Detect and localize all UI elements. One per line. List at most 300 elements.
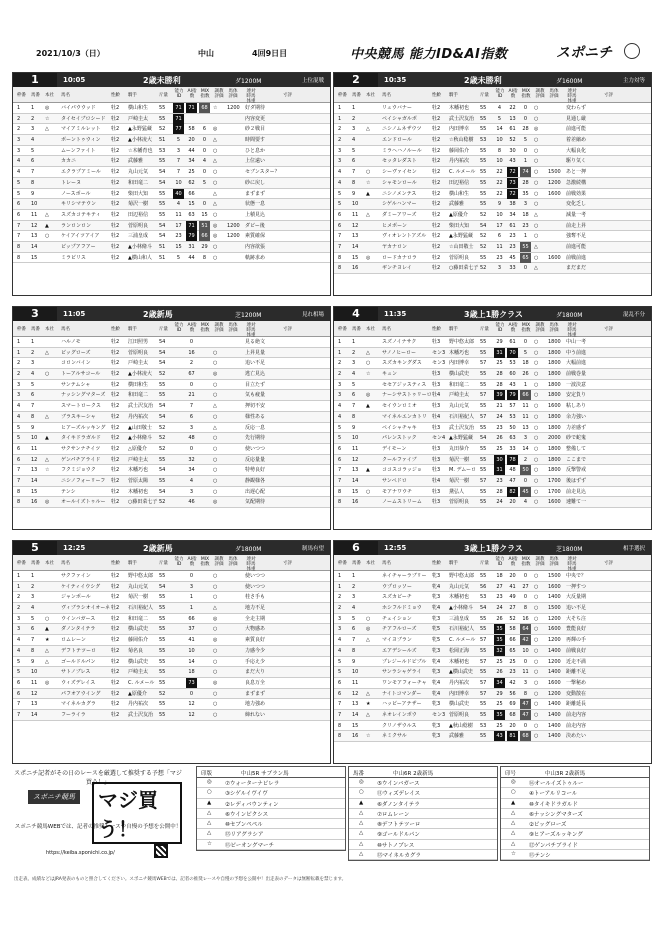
entry-cell: 66 — [188, 190, 195, 197]
entry-row[interactable] — [334, 103, 651, 114]
entry-row[interactable] — [13, 124, 330, 135]
entry-row[interactable] — [13, 657, 330, 668]
entry-cell: オールイズトゥルー — [61, 499, 106, 506]
entry-row[interactable] — [13, 221, 330, 232]
entry-cell: 12 — [352, 222, 359, 229]
entry-cell: 11 — [352, 445, 359, 452]
entry-cell: 3 — [338, 392, 342, 399]
entry-row[interactable] — [334, 444, 651, 455]
entry-cell: ▲横山武史 — [449, 669, 473, 676]
entry-row[interactable] — [334, 412, 651, 423]
marks-table — [348, 766, 498, 861]
entry-cell: 73 — [186, 678, 197, 688]
entry-cell: 3 — [17, 392, 21, 399]
entry-cell: カカニ — [61, 158, 77, 165]
entry-row[interactable] — [13, 487, 330, 498]
entry-cell: ▲ — [366, 467, 370, 474]
entry-row[interactable] — [13, 210, 330, 221]
entry-row[interactable] — [13, 455, 330, 466]
entry-cell: 菊名良 — [128, 647, 144, 654]
entry-cell: サンテムシャ — [61, 381, 91, 388]
entry-row[interactable] — [334, 146, 651, 157]
entry-cell: 1800 — [548, 339, 561, 345]
entry-cell: 牡2 — [111, 360, 120, 367]
entry-cell: 3 — [17, 626, 21, 633]
entry-cell: 72 — [507, 189, 518, 199]
entry-cell: 8 — [31, 179, 35, 186]
entry-row[interactable] — [13, 167, 330, 178]
entry-row[interactable] — [13, 348, 330, 359]
entry-row[interactable] — [334, 380, 651, 391]
race-panel — [333, 72, 652, 296]
entry-row[interactable] — [334, 199, 651, 210]
entry-cell: △ — [213, 605, 217, 612]
entry-cell: 31 — [188, 243, 195, 250]
entry-cell: 5 — [31, 147, 35, 154]
entry-row[interactable] — [334, 423, 651, 434]
entry-cell: 68 — [509, 711, 516, 718]
entry-row[interactable] — [13, 337, 330, 348]
entry-cell: 減量一考 — [566, 211, 587, 218]
entry-cell: 23 — [509, 243, 516, 250]
entry-cell: ○ — [534, 658, 539, 665]
entry-cell: M. デムーロ — [449, 467, 476, 474]
entry-cell: ○ — [534, 594, 539, 601]
entry-row[interactable] — [13, 380, 330, 391]
race-distance: ダ1800M — [556, 312, 583, 319]
entry-cell: スマートロークス — [61, 403, 101, 410]
entry-row[interactable] — [334, 231, 651, 242]
entry-cell: 2 — [338, 594, 342, 601]
entry-row[interactable] — [13, 624, 330, 635]
entry-cell: 力感今少 — [245, 647, 266, 654]
entry-row[interactable] — [13, 135, 330, 146]
entry-row[interactable] — [334, 337, 651, 348]
entry-row[interactable] — [13, 242, 330, 253]
entry-cell: 55 — [159, 381, 166, 388]
entry-cell: 牝5 — [432, 637, 441, 644]
entry-row[interactable] — [334, 614, 651, 625]
entry-cell: 7 — [31, 403, 35, 410]
entry-cell: ○ — [534, 360, 539, 367]
entry-cell: 木幡巧也 — [128, 467, 149, 474]
entry-cell: 4 — [17, 413, 21, 420]
entry-cell: ★ — [366, 701, 371, 708]
entry-cell: 1400 — [548, 701, 561, 708]
entry-cell: △ — [213, 403, 217, 410]
entry-cell: 4 — [17, 158, 21, 165]
entry-row[interactable] — [334, 210, 651, 221]
entry-row[interactable] — [334, 433, 651, 444]
entry-cell: 14 — [352, 711, 359, 718]
column-header: 馬体評価 — [549, 323, 559, 333]
entry-cell: 15 — [31, 488, 38, 495]
entry-row[interactable] — [13, 678, 330, 689]
entry-cell: 武藤雅 — [128, 158, 144, 165]
entry-row[interactable] — [13, 156, 330, 167]
entry-cell: 1600 — [548, 583, 561, 590]
entry-cell: 57 — [480, 477, 487, 484]
entry-cell: ▲秋山稔樹 — [449, 722, 473, 729]
entry-cell: ◎ — [213, 222, 218, 229]
entry-cell: 急激続構 — [566, 179, 587, 186]
mark-horse: ⑮テンシ — [529, 853, 551, 860]
entry-row[interactable] — [13, 433, 330, 444]
entry-cell: 55 — [480, 158, 487, 165]
entry-row[interactable] — [334, 624, 651, 635]
entry-cell: 74 — [520, 167, 531, 177]
entry-row[interactable] — [13, 667, 330, 678]
entry-cell: 51 — [159, 254, 166, 261]
entry-cell: 55 — [480, 456, 487, 463]
entry-cell: ビップアフアー — [61, 243, 96, 250]
entry-row[interactable] — [334, 221, 651, 232]
entry-cell: 14 — [496, 126, 503, 133]
entry-cell: 29 — [496, 339, 503, 345]
column-header: 連対時馬体重 — [567, 323, 577, 338]
entry-row[interactable] — [13, 699, 330, 710]
entry-row[interactable] — [13, 189, 330, 200]
entry-cell: 9 — [352, 658, 356, 665]
entry-cell: パレンストック — [382, 435, 417, 442]
entry-cell: 牡2 — [111, 637, 120, 644]
mark-symbol: △ — [207, 809, 212, 816]
entry-cell: ☆ — [366, 179, 371, 186]
column-headers — [13, 321, 330, 337]
entry-row[interactable] — [334, 189, 651, 200]
entry-row[interactable] — [13, 412, 330, 423]
entry-cell: 10 — [31, 669, 38, 676]
entry-cell: 石川裕紀人 — [449, 626, 475, 633]
entry-cell: 牝4 — [432, 605, 441, 612]
entry-cell: 牡2 — [111, 371, 120, 378]
entry-row[interactable] — [13, 358, 330, 369]
entry-cell: 野中悠太郎 — [449, 573, 475, 579]
entry-cell: 菊沢一樹 — [128, 594, 149, 601]
entry-row[interactable] — [13, 103, 330, 114]
entry-row[interactable] — [13, 592, 330, 603]
entry-cell: 31 — [494, 465, 505, 475]
entry-cell: 藤岡佑介 — [128, 637, 149, 644]
entry-cell: 牡2 — [111, 381, 120, 388]
entry-cell: 追い不足 — [566, 605, 587, 612]
entry-cell: ○ — [534, 711, 539, 718]
entry-cell: 牝4 — [432, 658, 441, 665]
entry-cell: 江田照男 — [128, 339, 149, 345]
entry-cell: 54 — [480, 222, 487, 229]
entry-cell: 牡3 — [432, 488, 441, 495]
entry-cell: 55 — [480, 499, 487, 506]
marks-row — [501, 850, 649, 860]
entry-cell: 大反量期 — [566, 594, 587, 601]
entry-cell: ここまで — [566, 456, 587, 463]
column-header: 調教評価 — [214, 557, 224, 567]
entry-cell: 26 — [522, 371, 529, 378]
entry-cell: 1 — [17, 339, 21, 345]
entry-cell: 23 — [509, 669, 516, 676]
entry-cell: 1 — [338, 339, 342, 345]
entry-row[interactable] — [334, 455, 651, 466]
column-header: AI指数 — [187, 557, 197, 567]
entry-row[interactable] — [13, 465, 330, 476]
entry-row[interactable] — [13, 476, 330, 487]
entry-cell: 1 — [352, 339, 356, 345]
entry-row[interactable] — [334, 114, 651, 125]
entry-cell: 武士沢友治 — [128, 403, 154, 410]
entry-row[interactable] — [334, 571, 651, 582]
entry-cell: 11 — [352, 211, 359, 218]
entry-cell: ○ — [213, 573, 218, 579]
entry-cell: 5 — [352, 147, 356, 154]
entry-cell: ○ — [534, 701, 539, 708]
entry-cell: 木幡初也 — [449, 105, 470, 111]
mark-horse: ⑩セブンペペル — [225, 822, 263, 829]
entry-row[interactable] — [334, 497, 651, 508]
entry-cell: 8 — [352, 647, 356, 654]
entry-row[interactable] — [334, 476, 651, 487]
race-number: 6 — [334, 541, 378, 555]
entry-cell: 0 — [523, 265, 528, 272]
entry-row[interactable] — [334, 253, 651, 264]
entry-cell: 武士沢友治 — [128, 711, 154, 718]
column-headers — [334, 321, 651, 337]
entry-cell: 3 — [189, 583, 194, 590]
promo-url[interactable]: https://keiba.sponichi.co.jp/ — [46, 850, 115, 856]
entry-cell: 牡2 — [111, 605, 120, 612]
entry-cell: 1600 — [548, 499, 561, 506]
column-header: 能力ID — [495, 323, 505, 333]
entry-cell: 78 — [507, 455, 518, 465]
entry-cell: 52 — [159, 126, 166, 133]
race-header — [13, 541, 330, 555]
entry-row[interactable] — [334, 358, 651, 369]
entry-row[interactable] — [13, 582, 330, 593]
entry-row[interactable] — [334, 657, 651, 668]
entry-cell: 4 — [189, 477, 194, 484]
entry-cell: モアナワウチ — [382, 488, 413, 495]
entry-cell: 内田博幸 — [449, 690, 470, 697]
entry-cell: ウプロッソー — [382, 583, 412, 590]
entry-cell: ヒメボーン — [382, 222, 407, 229]
entry-cell: 素質良好 — [245, 637, 266, 644]
entry-row[interactable] — [13, 614, 330, 625]
entry-row[interactable] — [334, 167, 651, 178]
entry-cell: 55 — [480, 126, 487, 133]
entry-cell: 前戦良好 — [566, 647, 587, 654]
entry-row[interactable] — [13, 231, 330, 242]
entry-cell: ○ — [213, 254, 218, 261]
entry-cell: 1800 — [548, 349, 561, 356]
entry-cell: C. ルメール — [449, 169, 476, 176]
entry-cell: ○ — [213, 658, 218, 665]
entry-cell: 大幅良化 — [566, 147, 587, 154]
entry-cell: 整備して — [566, 445, 587, 452]
entry-cell: セブンスター？ — [245, 169, 280, 176]
entry-row[interactable] — [13, 710, 330, 721]
entry-row[interactable] — [334, 135, 651, 146]
entry-cell: 前戦効果 — [566, 190, 587, 197]
entry-cell: 5 — [31, 381, 35, 388]
entry-row[interactable] — [13, 603, 330, 614]
entry-row[interactable] — [13, 497, 330, 508]
entry-row[interactable] — [334, 465, 651, 476]
entry-row[interactable] — [13, 635, 330, 646]
entry-cell: 1200 — [227, 222, 240, 229]
entry-row[interactable] — [334, 582, 651, 593]
entry-row[interactable] — [334, 603, 651, 614]
entry-cell: 牡2 — [111, 477, 120, 484]
entry-cell: スズノイナサク — [382, 339, 417, 345]
entry-row[interactable] — [334, 721, 651, 732]
entry-row[interactable] — [334, 699, 651, 710]
entry-cell: 27 — [522, 583, 529, 590]
entry-cell: ☆木幡育也 — [128, 147, 153, 154]
entry-cell: 5 — [176, 254, 181, 261]
marks-table-label: 印版 — [201, 771, 213, 777]
brand-logo: スポニチ — [556, 45, 612, 61]
entry-row[interactable] — [334, 646, 651, 657]
column-header: 馬番 — [352, 93, 361, 98]
entry-cell: ワンモアフォーチャ — [382, 679, 427, 686]
entry-cell: 木幡初也 — [128, 488, 149, 495]
entry-cell: 10 — [31, 435, 38, 442]
entry-cell: 66 — [199, 231, 210, 241]
entry-row[interactable] — [334, 348, 651, 359]
entry-cell: 牝3 — [432, 669, 441, 676]
entry-row[interactable] — [13, 369, 330, 380]
entry-cell: 35 — [494, 710, 505, 720]
entry-row[interactable] — [334, 369, 651, 380]
entry-cell: 12 — [188, 711, 195, 718]
entry-cell: 23 — [509, 233, 516, 240]
entry-cell: 前戦巻量 — [566, 371, 587, 378]
entry-row[interactable] — [334, 667, 651, 678]
marks-row — [197, 799, 345, 809]
entry-cell: 2 — [338, 360, 342, 367]
entry-cell: 70 — [507, 348, 518, 358]
entry-cell: △ — [45, 658, 49, 665]
entry-row[interactable] — [13, 689, 330, 700]
entry-row[interactable] — [334, 710, 651, 721]
entry-row[interactable] — [13, 253, 330, 264]
entry-cell: 戸崎圭太 — [449, 392, 470, 399]
entry-row[interactable] — [334, 689, 651, 700]
entry-cell: 55 — [159, 573, 166, 579]
entry-row[interactable] — [334, 178, 651, 189]
entry-cell: ランロンロン — [61, 222, 92, 229]
mark-horse: ⑮ピーオングマーチ — [225, 842, 275, 849]
entry-cell: 63 — [188, 211, 195, 218]
mark-horse: ⑫ゲンパチブライド — [529, 842, 578, 849]
entry-cell: 10 — [352, 435, 359, 442]
entry-table — [13, 337, 330, 508]
entry-row[interactable] — [334, 731, 651, 742]
entry-cell: ダビー後 — [245, 222, 265, 229]
entry-row[interactable] — [13, 199, 330, 210]
entry-row[interactable] — [334, 156, 651, 167]
entry-row[interactable] — [334, 242, 651, 253]
entry-cell: 55 — [159, 669, 166, 676]
entry-cell: ○ — [45, 233, 50, 240]
entry-row[interactable] — [13, 571, 330, 582]
entry-cell: △ — [213, 190, 217, 197]
entry-cell: 55 — [480, 669, 487, 676]
entry-cell: サクファイン — [61, 573, 91, 579]
mark-symbol: △ — [359, 809, 364, 816]
entry-cell: 8 — [352, 179, 356, 186]
entry-cell: 4 — [17, 647, 21, 654]
entry-table — [334, 337, 651, 508]
entry-cell: ○ — [213, 669, 218, 676]
entry-row[interactable] — [334, 635, 651, 646]
entry-cell: 6 — [338, 445, 342, 452]
entry-cell: 55 — [159, 115, 166, 122]
entry-cell: 7 — [17, 222, 21, 229]
entry-cell: 特勢良好 — [245, 467, 266, 474]
column-header: 馬番 — [352, 561, 361, 566]
entry-row[interactable] — [334, 390, 651, 401]
entry-cell: 1400 — [548, 722, 561, 729]
entry-row[interactable] — [334, 263, 651, 274]
entry-row[interactable] — [13, 401, 330, 412]
marks-row — [349, 809, 497, 819]
entry-cell: 全走主期 — [245, 615, 266, 622]
entry-cell: 31 — [494, 348, 505, 358]
entry-cell: ○ — [534, 605, 539, 612]
entry-cell: 57 — [480, 679, 487, 686]
entry-cell: 51 — [199, 221, 210, 231]
entry-row[interactable] — [334, 592, 651, 603]
entry-row[interactable] — [13, 423, 330, 434]
entry-row[interactable] — [13, 390, 330, 401]
qr-code-icon[interactable] — [154, 844, 168, 858]
entry-row[interactable] — [334, 487, 651, 498]
entry-row[interactable] — [13, 444, 330, 455]
race-header — [334, 307, 651, 321]
entry-cell: スズカキングダス — [382, 360, 422, 367]
column-header: 能力ID — [174, 323, 184, 333]
race-time: 10:35 — [384, 76, 407, 84]
entry-row[interactable] — [13, 114, 330, 125]
entry-cell: 55 — [480, 169, 487, 176]
entry-cell: ▲ — [45, 626, 49, 633]
entry-row[interactable] — [334, 401, 651, 412]
entry-cell: 1500 — [548, 169, 561, 176]
entry-cell: 7 — [17, 233, 21, 240]
entry-row[interactable] — [13, 646, 330, 657]
entry-cell: 55 — [159, 605, 166, 612]
entry-cell: 牝5 — [432, 626, 441, 633]
entry-cell: ○ — [534, 190, 539, 197]
entry-cell: ○ — [534, 499, 539, 506]
entry-cell: 55 — [480, 147, 487, 154]
entry-cell: ▲小林凌大 — [128, 137, 152, 144]
entry-cell: ▲山田敬士 — [128, 424, 152, 431]
entry-row[interactable] — [13, 146, 330, 157]
entry-cell: 大幅前進 — [566, 360, 587, 367]
entry-cell: 79 — [186, 231, 197, 241]
entry-cell: 再輝の手 — [566, 637, 587, 644]
entry-cell: エクラプアミール — [61, 169, 101, 176]
entry-cell: 55 — [480, 105, 487, 111]
entry-row[interactable] — [334, 124, 651, 135]
entry-row[interactable] — [13, 178, 330, 189]
entry-row[interactable] — [334, 678, 651, 689]
entry-cell: C. ルメール — [449, 637, 476, 644]
entry-cell: 追い不足 — [245, 360, 266, 367]
mark-symbol: △ — [207, 830, 212, 837]
mark-symbol: ▲ — [207, 799, 212, 806]
